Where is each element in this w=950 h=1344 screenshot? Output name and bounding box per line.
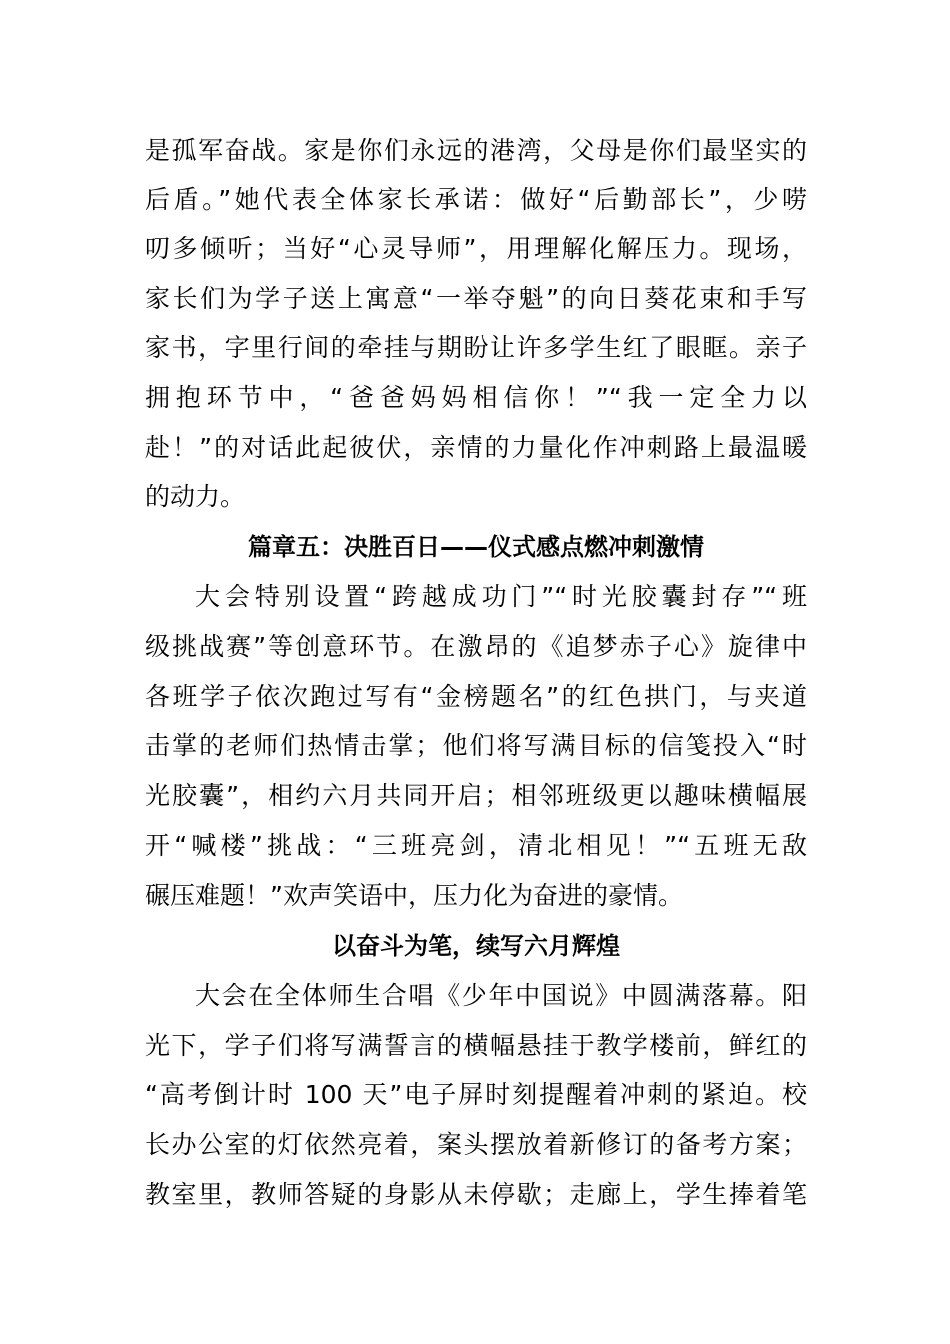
paragraph-3-line-5: 教室里，教师答疑的身影从未停歇；走廊上，学生捧着笔 (145, 1180, 807, 1209)
paragraph-1-line-1: 是孤军奋战。家是你们永远的港湾，父母是你们最坚实的 (145, 136, 807, 165)
section-heading-chapter-5: 篇章五：决胜百日——仪式感点燃冲刺激情 (248, 533, 704, 561)
paragraph-1-line-7: 赴！”的对话此起彼伏，亲情的力量化作冲刺路上最温暖 (145, 433, 807, 462)
paragraph-1-line-8: 的动力。 (145, 482, 246, 511)
paragraph-1-line-4: 家长们为学子送上寓意“一举夺魁”的向日葵花束和手写 (145, 284, 807, 313)
paragraph-2-line-7: 碾压难题！”欢声笑语中，压力化为奋进的豪情。 (145, 881, 683, 910)
paragraph-2-line-3: 各班学子依次跑过写有“金榜题名”的红色拱门，与夹道 (145, 682, 807, 711)
section-heading-conclusion: 以奋斗为笔，续写六月辉煌 (332, 932, 620, 960)
paragraph-1-line-2: 后盾。”她代表全体家长承诺：做好“后勤部长”，少唠 (145, 185, 807, 214)
paragraph-1-line-5: 家书，字里行间的牵挂与期盼让许多学生红了眼眶。亲子 (145, 333, 807, 362)
paragraph-1-line-3: 叨多倾听；当好“心灵导师”，用理解化解压力。现场， (145, 234, 807, 263)
paragraph-2-line-5: 光胶囊”，相约六月共同开启；相邻班级更以趣味横幅展 (145, 781, 807, 810)
paragraph-3-line-1: 大会在全体师生合唱《少年中国说》中圆满落幕。阳 (195, 981, 807, 1010)
paragraph-2-line-6: 开“喊楼”挑战：“三班亮剑，清北相见！”“五班无敌 (145, 831, 807, 860)
paragraph-3-line-4: 长办公室的灯依然亮着，案头摆放着新修订的备考方案； (145, 1130, 807, 1159)
paragraph-3-line-2: 光下，学子们将写满誓言的横幅悬挂于教学楼前，鲜红的 (145, 1031, 807, 1060)
paragraph-3-line-3: “高考倒计时 100 天”电子屏时刻提醒着冲刺的紧迫。校 (145, 1080, 807, 1109)
paragraph-2-line-4: 击掌的老师们热情击掌；他们将写满目标的信笺投入“时 (145, 731, 807, 760)
paragraph-2-line-2: 级挑战赛”等创意环节。在激昂的《追梦赤子心》旋律中 (145, 632, 807, 661)
paragraph-2-line-1: 大会特别设置“跨越成功门”“时光胶囊封存”“班 (195, 582, 807, 611)
paragraph-1-line-6: 拥抱环节中，“爸爸妈妈相信你！”“我一定全力以 (145, 383, 807, 412)
